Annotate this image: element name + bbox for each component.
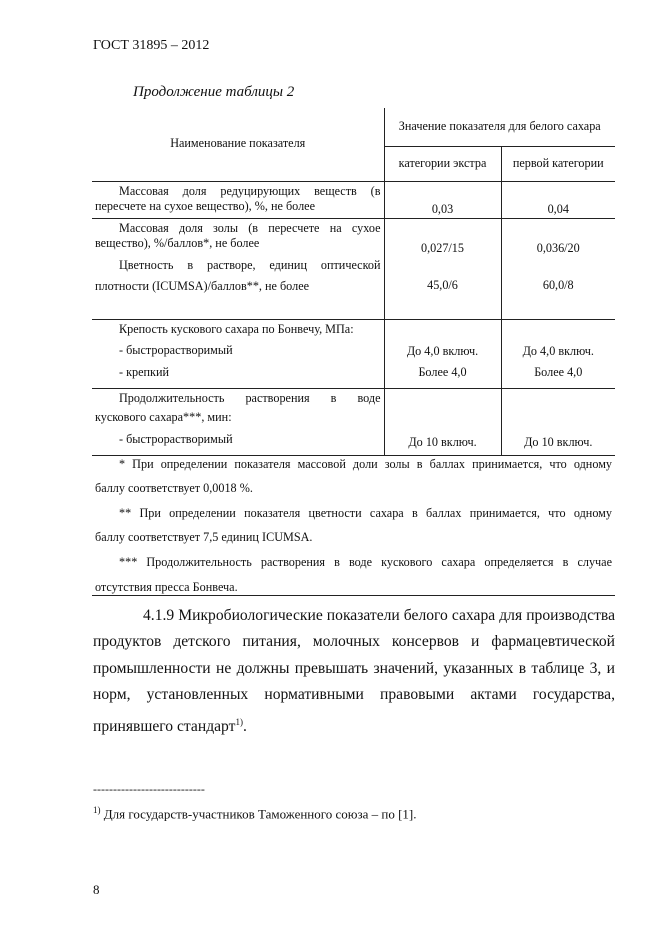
footnote-text: Для государств-участников Таможенного союза – по [1].	[100, 806, 417, 822]
footnote	[93, 805, 417, 822]
paragraph-line-5-end: .	[242, 717, 247, 735]
color-value-extra: 45,0/6	[427, 278, 458, 293]
paragraph-line-3: промышленности не должны превышать значений, указанных в таблице 3, и	[93, 659, 615, 677]
reducing-label-line2: пересчете на сухое вещество), %, не более	[95, 199, 315, 214]
table-row-ash-color	[92, 218, 615, 319]
column-header-group: Значение показателя для белого сахара	[384, 108, 615, 146]
paragraph-line-1: 4.1.9 Микробиологические показатели белого сахара для производства	[143, 607, 615, 624]
note-1-line2: баллу соответствует 0,0018 %.	[95, 481, 253, 496]
dissolve-value-extra: До 10 включ.	[384, 388, 501, 455]
strength-hard-first: Более 4,0	[534, 365, 583, 380]
column-header-first: первой категории	[501, 146, 615, 181]
document-header: ГОСТ 31895 – 2012	[93, 38, 210, 53]
table-continuation-caption: Продолжение таблицы 2	[133, 84, 295, 100]
ash-value-extra: 0,027/15	[421, 240, 464, 255]
table-row-dissolve	[92, 388, 615, 455]
column-header-name: Наименование показателя	[92, 108, 384, 181]
strength-label-title: Крепость кускового сахара по Бонвечу, МПа:	[119, 321, 354, 336]
dissolve-value-first: До 10 включ.	[501, 388, 615, 455]
indicators-table	[92, 108, 615, 596]
reducing-value-first: 0,04	[501, 181, 615, 218]
strength-label-hard: - крепкий	[119, 364, 170, 379]
dissolve-label-line1: Продолжительность растворения в воде	[119, 390, 381, 405]
table-row-reducing	[92, 181, 615, 218]
dissolve-label-line2: кускового сахара***, мин:	[95, 410, 232, 425]
paragraph-line-5	[93, 709, 615, 741]
strength-hard-extra: Более 4,0	[418, 365, 467, 380]
footnote-mark: 1)	[93, 805, 101, 815]
strength-fast-first: До 4,0 включ.	[522, 343, 594, 358]
reducing-value-extra: 0,03	[384, 181, 501, 218]
color-value-first: 60,0/8	[542, 278, 574, 293]
footnote-separator: ----------------------------	[93, 782, 205, 796]
dissolve-label-fast: - быстрорастворимый	[119, 431, 233, 446]
note-2-line2: баллу соответствует 7,5 единиц ICUMSA.	[95, 530, 313, 545]
footnote-reference: 1)	[235, 716, 243, 727]
note-1-line1: * При определении показателя массовой доли золы в баллах принимается, что одному	[119, 456, 612, 471]
table-header-row	[92, 108, 615, 146]
body-paragraph	[93, 603, 615, 740]
paragraph-line-2: продуктов детского питания, молочных консервов и фармацевтической	[93, 633, 615, 651]
strength-label-fast: - быстрорастворимый	[119, 343, 233, 358]
paragraph-line-5-text: принявшего стандарт	[93, 717, 236, 735]
note-3-line1: *** Продолжительность растворения в воде кускового сахара определяется в случае	[119, 554, 612, 569]
note-3-line2: отсутствия пресса Бонвеча.	[95, 579, 238, 594]
color-label-line2: плотности (ICUMSA)/баллов**, не более	[95, 279, 310, 294]
ash-label-line1: Массовая доля золы (в пересчете на сухое	[119, 220, 381, 235]
column-header-extra: категории экстра	[384, 146, 501, 181]
note-2-line1: ** При определении показателя цветности сахара в баллах принимается, что одному	[119, 505, 612, 520]
reducing-label-line1: Массовая доля редуцирующих веществ (в	[119, 183, 381, 198]
paragraph-line-4: норм, установленных нормативными правовыми актами государства,	[93, 686, 615, 704]
ash-value-first: 0,036/20	[536, 240, 580, 255]
strength-fast-extra: До 4,0 включ.	[406, 343, 479, 358]
color-label-line1: Цветность в растворе, единиц оптической	[119, 257, 381, 272]
table-notes-row	[92, 455, 615, 596]
page-number: 8	[93, 882, 100, 897]
ash-label-line2: вещество), %/баллов*, не более	[95, 236, 260, 251]
table-row-strength	[92, 319, 615, 388]
